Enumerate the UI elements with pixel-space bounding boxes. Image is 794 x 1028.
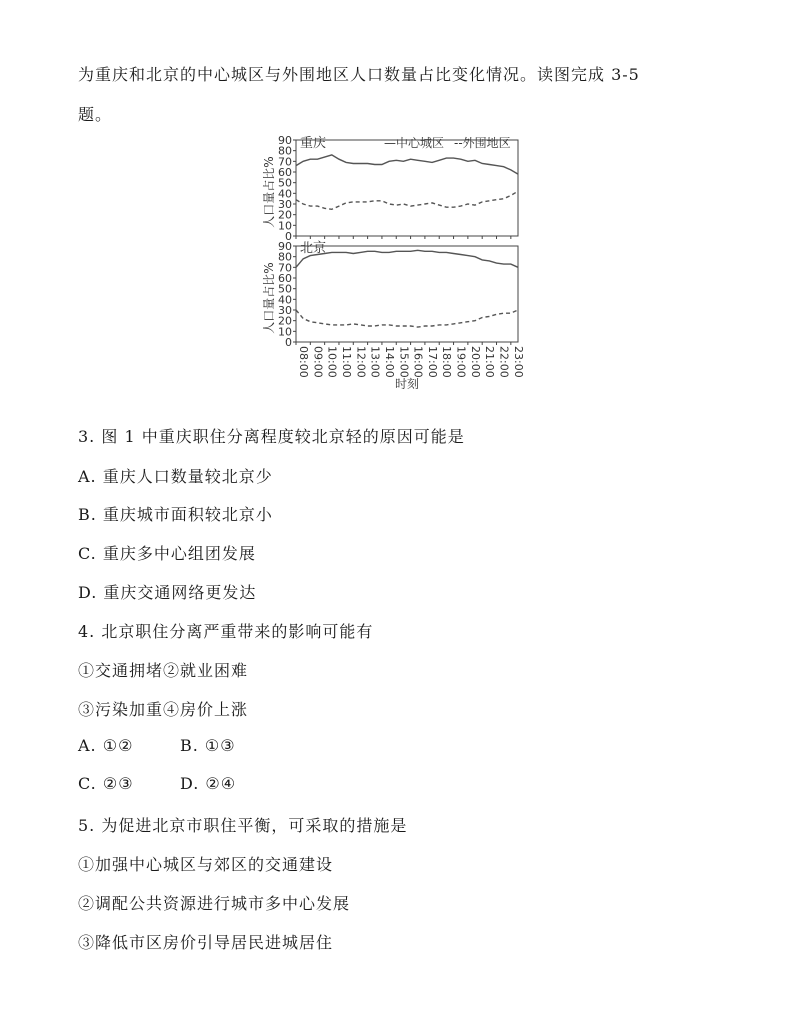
chongqing-y-tick-label: 50 bbox=[278, 176, 292, 190]
x-tick-label: 14:00 bbox=[382, 346, 396, 378]
x-tick-label: 22:00 bbox=[497, 346, 511, 378]
q3-stem: 3. 图 1 中重庆职住分离程度较北京轻的原因可能是 bbox=[78, 427, 465, 446]
q3-option-d: D. 重庆交通网络更发达 bbox=[78, 583, 257, 602]
q5-stem: 5. 为促进北京市职住平衡，可采取的措施是 bbox=[78, 816, 408, 835]
q4-option-c: C. ②③ bbox=[78, 774, 134, 793]
beijing-y-tick-label: 50 bbox=[278, 282, 292, 296]
chongqing-periphery-line bbox=[296, 191, 518, 209]
q3-option-c: C. 重庆多中心组团发展 bbox=[78, 544, 256, 563]
population-share-chart bbox=[252, 130, 532, 392]
q5-item-3: ③降低市区房价引导居民进城居住 bbox=[78, 933, 334, 952]
chongqing-panel bbox=[261, 134, 518, 243]
q3-option-b: B. 重庆城市面积较北京小 bbox=[78, 505, 273, 524]
beijing-y-tick-label: 90 bbox=[278, 240, 292, 253]
x-tick-label: 18:00 bbox=[440, 346, 454, 378]
chongqing-legend-periphery: --外围地区 bbox=[454, 136, 511, 150]
beijing-ylabel: 人口量占比% bbox=[262, 262, 276, 334]
chongqing-ylabel: 人口量占比% bbox=[262, 156, 276, 228]
chongqing-panel-title: 重庆 bbox=[300, 136, 327, 151]
chongqing-legend-center: —中心城区 bbox=[384, 136, 445, 150]
beijing-panel-title: 北京 bbox=[300, 241, 327, 256]
q4-item-2: ③污染加重④房价上涨 bbox=[78, 700, 249, 719]
chongqing-y-tick-label: 10 bbox=[278, 219, 292, 233]
x-tick-label: 16:00 bbox=[411, 346, 425, 378]
chongqing-center-district-line bbox=[296, 155, 518, 174]
beijing-center-district-line bbox=[296, 250, 518, 267]
x-tick-label: 08:00 bbox=[297, 346, 310, 378]
x-tick-label: 11:00 bbox=[340, 346, 353, 378]
chongqing-y-tick-label: 40 bbox=[278, 187, 292, 201]
x-tick-label: 09:00 bbox=[311, 346, 325, 378]
x-tick-label: 12:00 bbox=[354, 346, 368, 378]
chongqing-y-tick-label: 80 bbox=[278, 144, 292, 158]
q4-stem: 4. 北京职住分离严重带来的影响可能有 bbox=[78, 622, 374, 641]
beijing-y-tick-label: 40 bbox=[278, 293, 292, 307]
q5-item-2: ②调配公共资源进行城市多中心发展 bbox=[78, 894, 351, 913]
beijing-y-tick-label: 80 bbox=[278, 250, 292, 264]
beijing-y-tick-label: 20 bbox=[278, 314, 292, 328]
x-tick-label: 20:00 bbox=[468, 346, 482, 378]
x-tick-label: 13:00 bbox=[368, 346, 382, 378]
beijing-y-tick-label: 60 bbox=[278, 272, 292, 285]
chongqing-plot-frame bbox=[296, 140, 518, 236]
x-axis-label: 时刻 bbox=[394, 377, 420, 391]
intro-line-2: 题。 bbox=[78, 105, 113, 124]
q3-option-a: A. 重庆人口数量较北京少 bbox=[78, 467, 273, 486]
chongqing-y-tick-label: 20 bbox=[278, 208, 292, 222]
beijing-y-tick-label: 30 bbox=[278, 304, 292, 317]
chongqing-y-tick-label: 30 bbox=[278, 198, 292, 211]
chongqing-y-tick-label: 90 bbox=[278, 134, 292, 147]
q5-item-1: ①加强中心城区与郊区的交通建设 bbox=[78, 855, 334, 874]
x-tick-label: 23:00 bbox=[511, 346, 525, 378]
beijing-y-tick-label: 0 bbox=[285, 336, 292, 349]
beijing-panel bbox=[261, 240, 518, 349]
q4-option-a: A. ①② bbox=[78, 736, 134, 755]
beijing-y-tick-label: 70 bbox=[278, 261, 292, 275]
beijing-y-tick-label: 10 bbox=[278, 325, 292, 339]
q4-item-1: ①交通拥堵②就业困难 bbox=[78, 661, 249, 680]
q4-option-d: D. ②④ bbox=[180, 774, 237, 793]
x-tick-label: 15:00 bbox=[397, 346, 411, 378]
chongqing-y-tick-label: 60 bbox=[278, 166, 292, 179]
x-tick-label: 19:00 bbox=[454, 346, 468, 378]
chongqing-y-tick-label: 0 bbox=[285, 230, 292, 243]
chongqing-y-tick-label: 70 bbox=[278, 155, 292, 169]
beijing-periphery-line bbox=[296, 310, 518, 327]
q4-option-b: B. ①③ bbox=[180, 736, 236, 755]
intro-line-1: 为重庆和北京的中心城区与外围地区人口数量占比变化情况。读图完成 3-5 bbox=[78, 65, 640, 84]
x-tick-label: 21:00 bbox=[483, 346, 497, 378]
x-tick-label: 17:00 bbox=[425, 346, 439, 378]
x-tick-label: 10:00 bbox=[325, 346, 339, 378]
